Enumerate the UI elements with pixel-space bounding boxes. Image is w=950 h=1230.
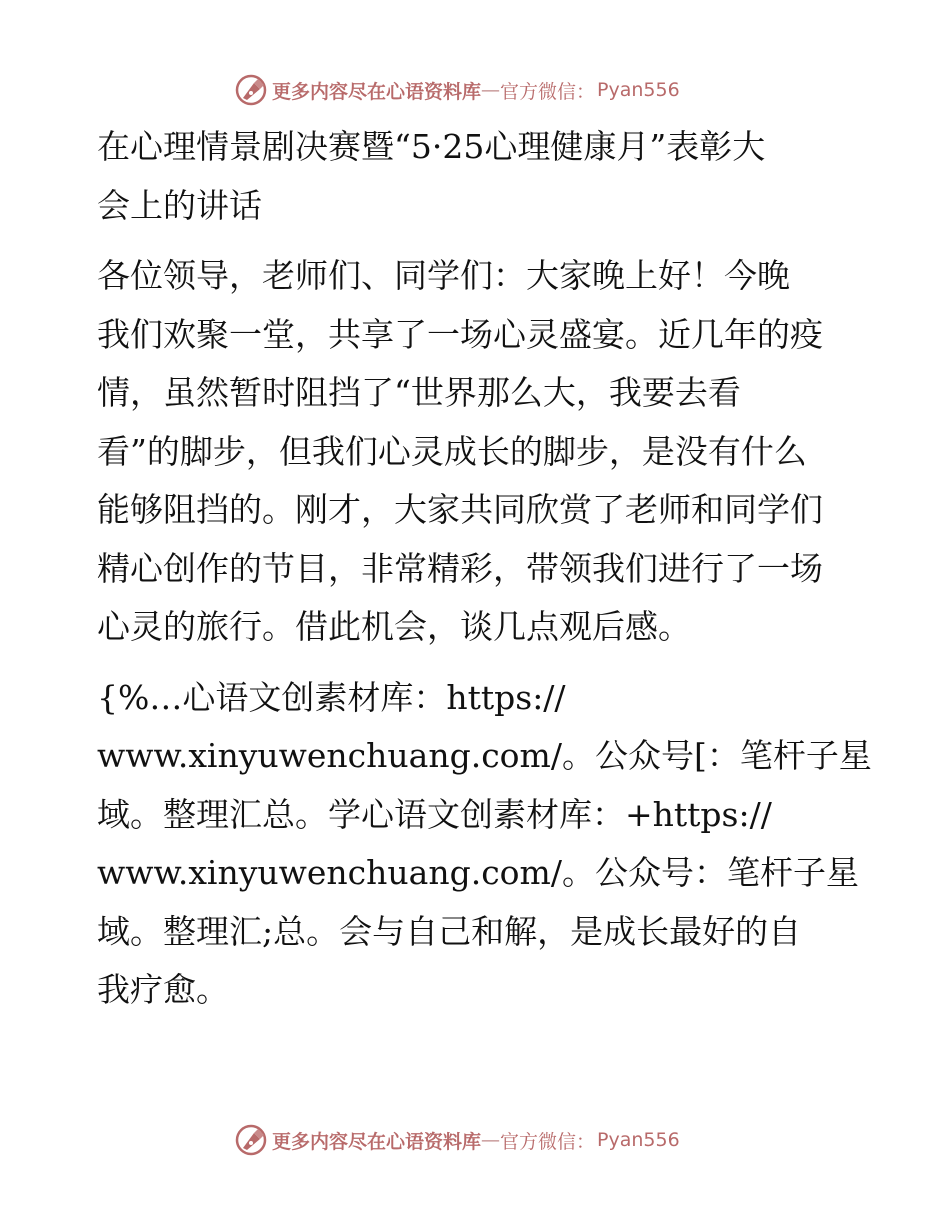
header-banner — [234, 70, 714, 110]
paragraph-line: 域。整理汇总。学心语文创素材库：+https:// — [97, 794, 772, 834]
paragraph-line: 各位领导，老师们、同学们：大家晚上好！今晚 — [97, 256, 790, 295]
paragraph-line: 我疗愈。 — [97, 970, 229, 1009]
paragraph-line: 能够阻挡的。刚才，大家共同欣赏了老师和同学们 — [97, 490, 823, 529]
banner-sub-text: 官方微信： — [500, 80, 596, 103]
banner-sub-text: 官方微信： — [500, 1130, 596, 1153]
title-line: 会上的讲话 — [97, 185, 262, 225]
banner-separator: — — [481, 1129, 501, 1151]
document-body — [97, 118, 872, 1020]
paragraph-line: 我们欢聚一堂，共享了一场心灵盛宴。近几年的疫 — [97, 314, 823, 354]
paragraph-line: 心灵的旅行。借此机会，谈几点观后感。 — [97, 607, 691, 646]
paragraph-line: www.xinyuwenchuang.com/。公众号：笔杆子星 — [97, 853, 859, 892]
document-title — [97, 118, 857, 235]
paragraph-greeting — [97, 247, 857, 657]
banner-wechat-id: Pyan556 — [597, 1129, 680, 1151]
banner-wechat-id: Pyan556 — [597, 79, 680, 101]
paragraph-line: {%…心语文创素材库：https:// — [97, 677, 566, 717]
pen-nib-logo-icon — [234, 1123, 268, 1157]
paragraph-line: 精心创作的节目，非常精彩，带领我们进行了一场 — [97, 548, 823, 588]
paragraph-line: 情，虽然暂时阻挡了“世界那么大，我要去看 — [97, 373, 741, 412]
paragraph-line: www.xinyuwenchuang.com/。公众号[：笔杆子星 — [97, 736, 872, 775]
paragraph-line: 域。整理汇;总。会与自己和解，是成长最好的自 — [97, 911, 802, 951]
footer-banner — [234, 1120, 714, 1160]
paragraph-watermark-text — [97, 669, 872, 1020]
paragraph-line: 看”的脚步，但我们心灵成长的脚步，是没有什么 — [97, 431, 807, 471]
pen-nib-logo-icon — [234, 73, 268, 107]
title-line: 在心理情景剧决赛暨“5·25心理健康月”表彰大 — [97, 127, 766, 166]
banner-main-text: 更多内容尽在心语资料库 — [272, 80, 482, 103]
banner-separator: — — [481, 79, 501, 101]
banner-main-text: 更多内容尽在心语资料库 — [272, 1130, 482, 1153]
